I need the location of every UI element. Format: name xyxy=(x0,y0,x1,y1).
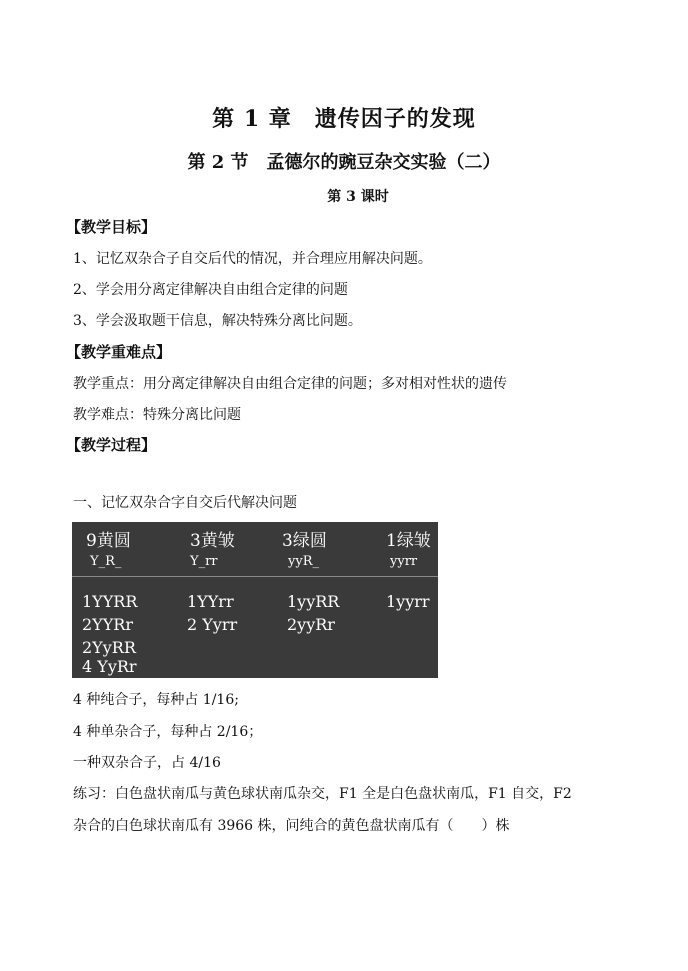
part-one-heading: 一、记忆双杂合字自交后代解决问题 xyxy=(73,495,297,511)
objective-item: 3、学会汲取题干信息，解决特殊分离比问题。 xyxy=(73,313,362,329)
genotype-cell: 2YyRR xyxy=(82,638,136,657)
genotype-cell: 1YYrr xyxy=(187,592,234,611)
exercise-line: 杂合的白色球状南瓜有 3966 株，问纯合的黄色盘状南瓜有（ ）株 xyxy=(73,818,510,834)
genotype-cell: 2 Yyrr xyxy=(187,615,238,634)
exercise-line: 练习：白色盘状南瓜与黄色球状南瓜杂交，F1 全是白色盘状南瓜，F1 自交，F2 xyxy=(73,786,572,802)
genotype-cell: 1YYRR xyxy=(82,592,138,611)
genotype-column xyxy=(187,590,237,636)
key-points-heading: 【教学重难点】 xyxy=(66,343,172,361)
header-phenotype: 9黄圆 xyxy=(86,531,131,551)
genotype-cell: 1yyRR xyxy=(287,592,340,611)
objectives-heading: 【教学目标】 xyxy=(66,218,157,236)
process-heading: 【教学过程】 xyxy=(66,436,157,454)
header-phenotype: 3黄皱 xyxy=(190,531,235,551)
objective-item: 1、记忆双杂合子自交后代的情况，并合理应用解决问题。 xyxy=(73,251,432,267)
genotype-cell: 4 YyRr xyxy=(82,657,137,676)
genotype-cell: 2YYRr xyxy=(82,615,133,634)
note-line: 4 种纯合子，每种占 1/16; xyxy=(73,692,239,708)
teaching-difficulty: 教学难点：特殊分离比问题 xyxy=(73,407,241,423)
teaching-focus: 教学重点：用分离定律解决自由组合定律的问题；多对相对性状的遗传 xyxy=(73,376,507,392)
header-phenotype: 1绿皱 xyxy=(386,531,431,551)
note-line: 4 种单杂合子，每种占 2/16； xyxy=(73,724,263,740)
header-genotype: Y_rr xyxy=(190,554,218,569)
header-genotype: yyrr xyxy=(390,554,418,569)
header-genotype: Y_R_ xyxy=(90,554,122,569)
section-title: 第 2 节 孟德尔的豌豆杂交实验（二） xyxy=(187,152,501,173)
genotype-column xyxy=(386,590,430,613)
genotype-cell: 1yyrr xyxy=(386,592,430,611)
header-phenotype: 3绿圆 xyxy=(282,531,327,551)
genotype-cell: 2yyRr xyxy=(287,615,335,634)
objective-item: 2、学会用分离定律解决自由组合定律的问题 xyxy=(73,282,348,298)
table-divider xyxy=(72,576,438,577)
header-genotype: yyR_ xyxy=(288,554,319,569)
genotype-column xyxy=(82,590,137,675)
genotype-column xyxy=(287,590,339,636)
chapter-title: 第 1 章 遗传因子的发现 xyxy=(212,106,476,132)
note-line: 一种双杂合子，占 4/16 xyxy=(73,755,221,771)
genotype-table xyxy=(72,522,438,678)
lesson-label: 第 3 课时 xyxy=(327,189,389,205)
